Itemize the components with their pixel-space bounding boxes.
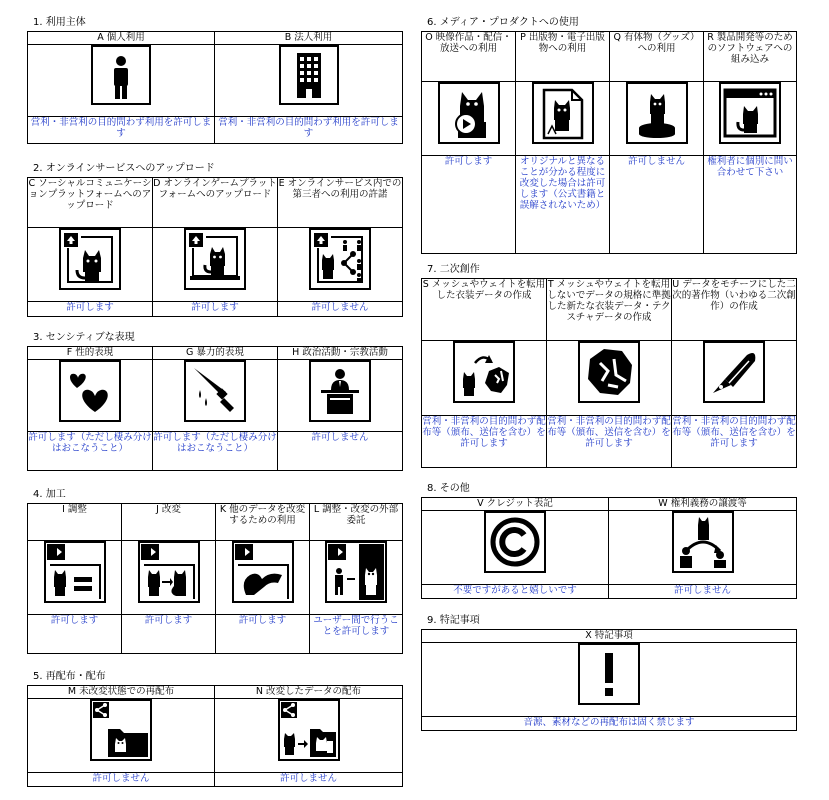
- policy-text-s: 営利・非営利の目的問わず配布等（頒布、送信を含む）を許可します: [422, 416, 547, 468]
- section-title-online-upload: 2. オンラインサービスへのアップロード: [33, 163, 215, 174]
- item-header-g: G 暴力的表現: [153, 347, 278, 360]
- policy-text-k: 許可します: [216, 615, 310, 654]
- share-users-icon: [309, 228, 371, 290]
- hearts-icon: [59, 360, 121, 422]
- section-redistribution-table: [27, 685, 403, 787]
- transfer-rights-icon: [672, 511, 734, 573]
- item-header-f: F 性的表現: [28, 347, 153, 360]
- use-for-modify-icon: [232, 541, 294, 603]
- policy-text-i: 許可します: [28, 615, 122, 654]
- policy-text-o: 許可します: [422, 156, 516, 254]
- section-title-other: 8. その他: [427, 483, 470, 494]
- social-upload-icon: [59, 228, 121, 290]
- policy-text-v: 不要ですがあると嬉しいです: [422, 585, 609, 599]
- policy-text-r: 権利者に個別に問い合わせて下さい: [704, 156, 797, 254]
- item-header-o: O 映像作品・配信・放送への利用: [422, 32, 516, 82]
- game-upload-icon: [184, 228, 246, 290]
- section-title-special: 9. 特記事項: [427, 615, 480, 626]
- policy-text-g: 許可します（ただし棲み分けはおこなうこと）: [153, 432, 278, 471]
- modify-icon: [138, 541, 200, 603]
- item-header-h: H 政治活動・宗教活動: [278, 347, 403, 360]
- publication-icon: [532, 82, 594, 144]
- item-header-k: K 他のデータを改変するための利用: [216, 504, 310, 541]
- distribute-modified-icon: [278, 699, 340, 761]
- policy-text-x: 音源、素材などの再配布は固く禁じます: [422, 717, 797, 731]
- policy-text-m: 許可しません: [28, 773, 215, 787]
- exclamation-icon: [578, 643, 640, 705]
- adjust-icon: [44, 541, 106, 603]
- policy-text-b: 営利・非営利の目的問わず利用を許可します: [215, 117, 403, 144]
- section-special-table: [421, 629, 797, 731]
- item-header-w: W 権利義務の譲渡等: [609, 498, 797, 511]
- costume-new-icon: [578, 341, 640, 403]
- item-header-n: N 改変したデータの配布: [215, 686, 403, 699]
- item-header-e: E オンラインサービス内での第三者への利用の許諾: [278, 178, 403, 228]
- section-title-processing: 4. 加工: [33, 489, 66, 500]
- item-header-i: I 調整: [28, 504, 122, 541]
- item-header-q: Q 有体物（グッズ）への利用: [610, 32, 704, 82]
- item-header-v: V クレジット表記: [422, 498, 609, 511]
- item-header-l: L 調整・改変の外部委託: [310, 504, 403, 541]
- policy-text-a: 営利・非営利の目的問わず利用を許可します: [28, 117, 215, 144]
- podium-icon: [309, 360, 371, 422]
- policy-text-u: 営利・非営利の目的問わず配布等（頒布、送信を含む）を許可します: [672, 416, 797, 468]
- section-title-derivative: 7. 二次創作: [427, 264, 480, 275]
- item-header-d: D オンラインゲームプラットフォームへのアップロード: [153, 178, 278, 228]
- section-derivative-table: [421, 278, 797, 468]
- section-title-redistribution: 5. 再配布・配布: [33, 671, 106, 682]
- item-header-m: M 未改変状態での再配布: [28, 686, 215, 699]
- item-header-a: A 個人利用: [28, 32, 215, 45]
- policy-text-j: 許可します: [122, 615, 216, 654]
- policy-text-f: 許可します（ただし棲み分けはおこなうこと）: [28, 432, 153, 471]
- knife-icon: [184, 360, 246, 422]
- section-media-product-table: [421, 31, 797, 254]
- section-title-sensitive: 3. センシティブな表現: [33, 332, 135, 343]
- section-online-upload-table: [27, 177, 403, 317]
- item-header-x: X 特記事項: [422, 630, 797, 643]
- item-header-s: S メッシュやウェイトを転用した衣装データの作成: [422, 279, 547, 341]
- policy-text-h: 許可しません: [278, 432, 403, 471]
- policy-text-n: 許可しません: [215, 773, 403, 787]
- building-icon: [279, 45, 339, 105]
- policy-text-p: オリジナルと異なることが分かる程度に改変した場合は許可します（公式書籍と誤解されないため）: [516, 156, 610, 254]
- figure-goods-icon: [626, 82, 688, 144]
- section-title-media-product: 6. メディア・プロダクトへの使用: [427, 17, 579, 28]
- policy-text-d: 許可します: [153, 302, 278, 317]
- policy-text-w: 許可しません: [609, 585, 797, 599]
- copyright-icon: [484, 511, 546, 573]
- item-header-t: T メッシュやウェイトを転用しないでデータの規格に準拠した新たな衣装データ・テクスチャデータの作成: [547, 279, 672, 341]
- section-usage-subject-table: [27, 31, 403, 144]
- item-header-p: P 出版物・電子出版物への利用: [516, 32, 610, 82]
- policy-text-t: 営利・非営利の目的問わず配布等（頒布、送信を含む）を許可します: [547, 416, 672, 468]
- software-icon: [719, 82, 781, 144]
- outsource-icon: [325, 541, 387, 603]
- item-header-c: C ソーシャルコミュニケーションプラットフォームへのアップロード: [28, 178, 153, 228]
- item-header-r: R 製品開発等のためのソフトウェアへの組み込み: [704, 32, 797, 82]
- section-other-table: [421, 497, 797, 599]
- item-header-j: J 改変: [122, 504, 216, 541]
- costume-transfer-icon: [453, 341, 515, 403]
- person-icon: [91, 45, 151, 105]
- section-sensitive-table: [27, 346, 403, 471]
- item-header-b: B 法人利用: [215, 32, 403, 45]
- section-title-usage-subject: 1. 利用主体: [33, 17, 86, 28]
- item-header-u: U データをモチーフにした二次的著作物（いわゆる二次創作）の作成: [672, 279, 797, 341]
- policy-text-l: ユーザー間で行うことを許可します: [310, 615, 403, 654]
- pen-nib-icon: [703, 341, 765, 403]
- section-processing-table: [27, 503, 403, 654]
- video-icon: [438, 82, 500, 144]
- policy-text-q: 許可しません: [610, 156, 704, 254]
- policy-text-c: 許可します: [28, 302, 153, 317]
- redistribute-icon: [90, 699, 152, 761]
- policy-text-e: 許可しません: [278, 302, 403, 317]
